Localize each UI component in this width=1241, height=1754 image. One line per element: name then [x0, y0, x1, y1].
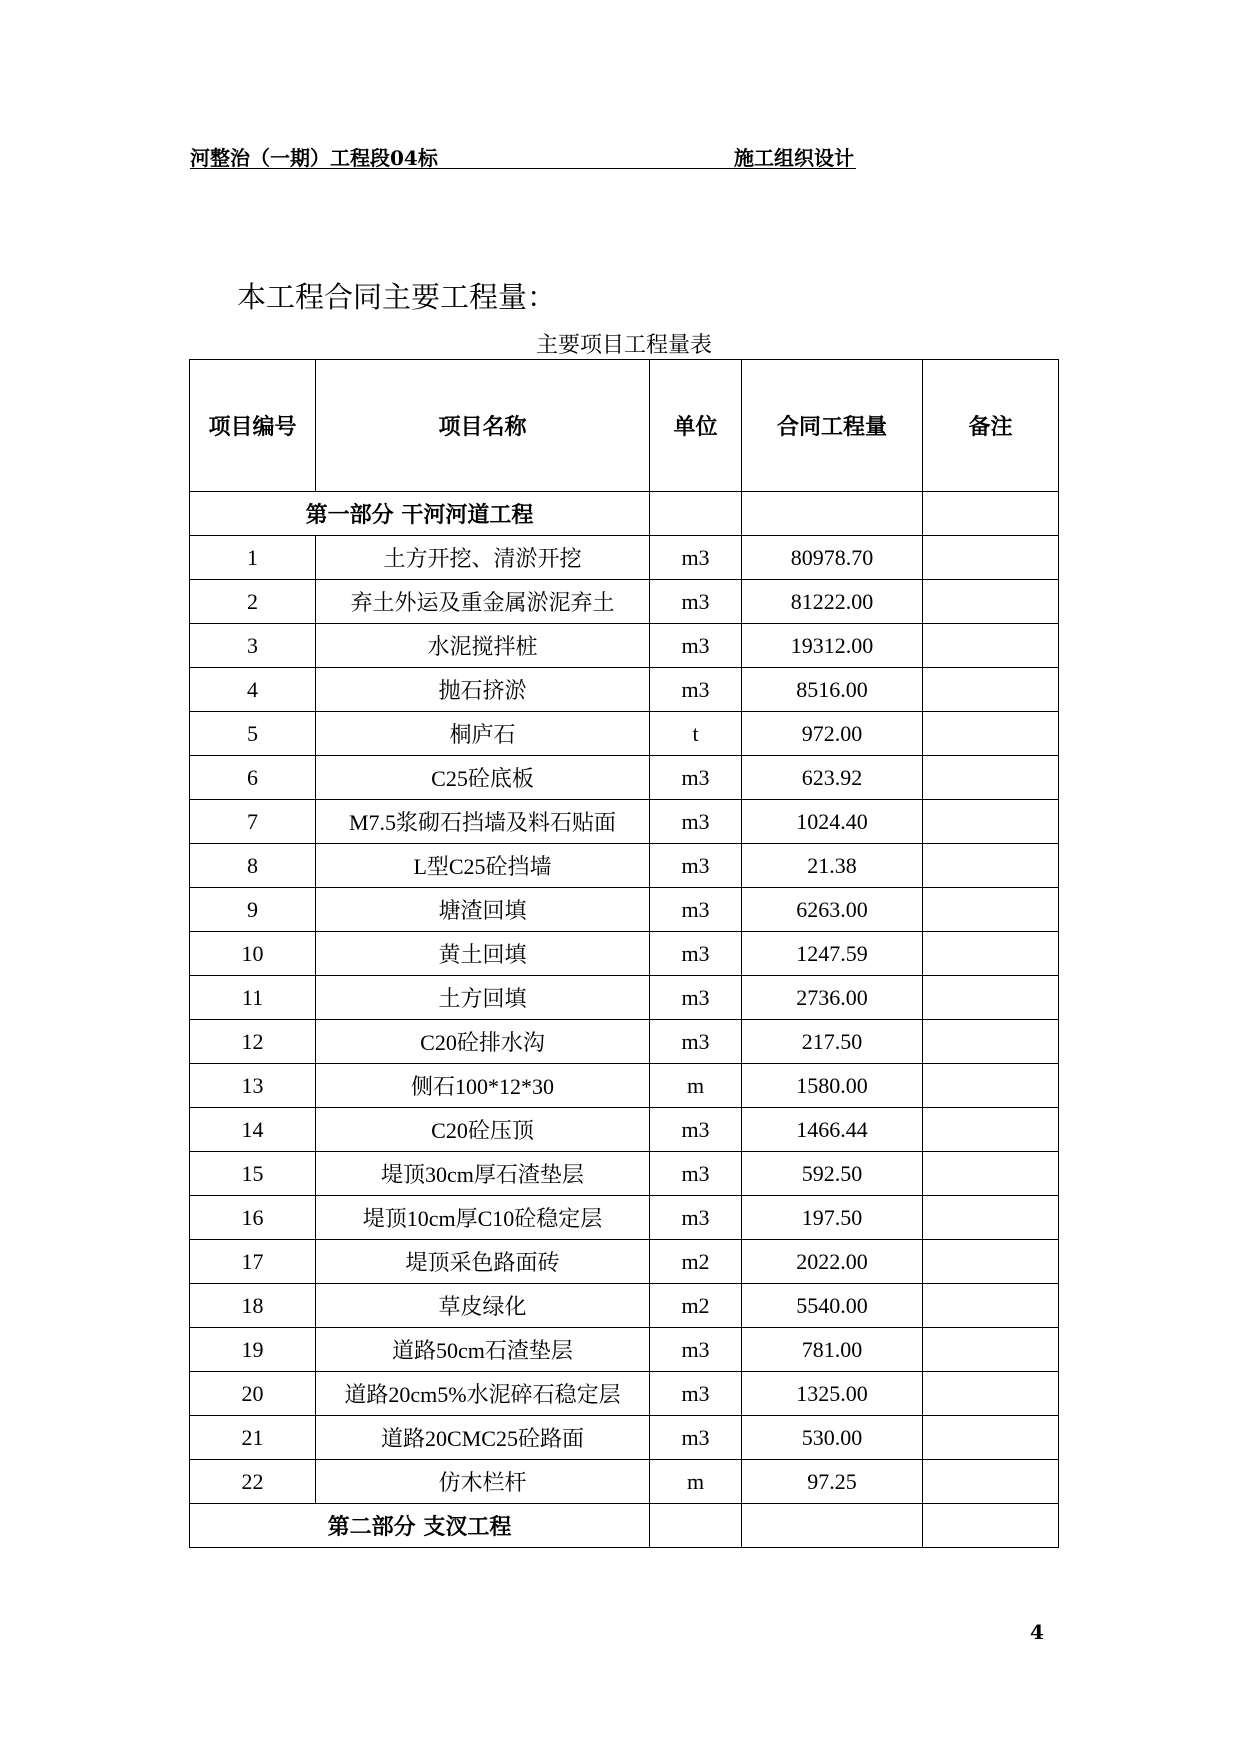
cell-remarks — [923, 756, 1059, 800]
cell-remarks — [923, 536, 1059, 580]
cell-remarks — [923, 976, 1059, 1020]
header-document-type: 施工组织设计 — [734, 146, 854, 170]
cell-item-no: 14 — [190, 1108, 316, 1152]
cell-item-no: 6 — [190, 756, 316, 800]
cell-remarks — [923, 1108, 1059, 1152]
table-row — [190, 976, 1059, 1020]
cell-item-name: 道路20cm5%水泥碎石稳定层 — [316, 1372, 650, 1416]
cell-unit: m3 — [650, 844, 742, 888]
cell-item-name: 草皮绿化 — [316, 1284, 650, 1328]
cell-contract-qty: 217.50 — [742, 1020, 923, 1064]
cell-item-name: 抛石挤淤 — [316, 668, 650, 712]
col-header-contract-qty: 合同工程量 — [742, 360, 923, 492]
section-empty-cell — [923, 492, 1059, 536]
cell-unit: m2 — [650, 1240, 742, 1284]
cell-contract-qty: 19312.00 — [742, 624, 923, 668]
cell-item-name: 仿木栏杆 — [316, 1460, 650, 1504]
cell-item-name: 水泥搅拌桩 — [316, 624, 650, 668]
cell-contract-qty: 530.00 — [742, 1416, 923, 1460]
cell-contract-qty: 623.92 — [742, 756, 923, 800]
cell-item-name: C20砼排水沟 — [316, 1020, 650, 1064]
cell-item-no: 11 — [190, 976, 316, 1020]
col-header-item-no: 项目编号 — [190, 360, 316, 492]
page-number: 4 — [1030, 1620, 1044, 1644]
col-header-item-name: 项目名称 — [316, 360, 650, 492]
cell-contract-qty: 2022.00 — [742, 1240, 923, 1284]
cell-item-no: 15 — [190, 1152, 316, 1196]
cell-unit: m3 — [650, 756, 742, 800]
table-row — [190, 668, 1059, 712]
table-row — [190, 800, 1059, 844]
cell-contract-qty: 1466.44 — [742, 1108, 923, 1152]
cell-remarks — [923, 844, 1059, 888]
cell-item-name: L型C25砼挡墙 — [316, 844, 650, 888]
cell-remarks — [923, 1416, 1059, 1460]
cell-unit: m3 — [650, 1328, 742, 1372]
cell-item-no: 10 — [190, 932, 316, 976]
cell-unit: m3 — [650, 1108, 742, 1152]
cell-remarks — [923, 888, 1059, 932]
table-row — [190, 1284, 1059, 1328]
section-empty-cell — [923, 1504, 1059, 1548]
cell-remarks — [923, 1460, 1059, 1504]
table-row — [190, 1196, 1059, 1240]
cell-contract-qty: 6263.00 — [742, 888, 923, 932]
page-header — [190, 140, 856, 169]
cell-unit: m — [650, 1460, 742, 1504]
cell-item-name: 道路50cm石渣垫层 — [316, 1328, 650, 1372]
section-title-2: 第二部分 支汊工程 — [190, 1504, 650, 1548]
table-row — [190, 1020, 1059, 1064]
cell-remarks — [923, 1284, 1059, 1328]
cell-item-name: 弃土外运及重金属淤泥弃土 — [316, 580, 650, 624]
section-title-1: 第一部分 干河河道工程 — [190, 492, 650, 536]
cell-unit: m3 — [650, 888, 742, 932]
cell-item-no: 17 — [190, 1240, 316, 1284]
table-body — [190, 492, 1059, 1548]
quantity-table — [189, 359, 1059, 1548]
cell-item-name: 塘渣回填 — [316, 888, 650, 932]
cell-remarks — [923, 580, 1059, 624]
table-row — [190, 580, 1059, 624]
cell-item-name: 土方回填 — [316, 976, 650, 1020]
cell-item-name: C20砼压顶 — [316, 1108, 650, 1152]
table-row — [190, 844, 1059, 888]
table-row — [190, 1152, 1059, 1196]
cell-item-name: M7.5浆砌石挡墙及料石贴面 — [316, 800, 650, 844]
table-row — [190, 1064, 1059, 1108]
cell-item-name: 堤顶30cm厚石渣垫层 — [316, 1152, 650, 1196]
cell-unit: m3 — [650, 1020, 742, 1064]
intro-heading: 本工程合同主要工程量： — [237, 280, 557, 314]
table-row — [190, 888, 1059, 932]
cell-contract-qty: 97.25 — [742, 1460, 923, 1504]
cell-contract-qty: 81222.00 — [742, 580, 923, 624]
cell-item-name: 黄土回填 — [316, 932, 650, 976]
cell-remarks — [923, 1240, 1059, 1284]
table-row — [190, 1108, 1059, 1152]
cell-item-no: 4 — [190, 668, 316, 712]
cell-item-no: 19 — [190, 1328, 316, 1372]
section-row-1 — [190, 492, 1059, 536]
cell-contract-qty: 972.00 — [742, 712, 923, 756]
section-empty-cell — [650, 1504, 742, 1548]
cell-unit: m3 — [650, 800, 742, 844]
cell-remarks — [923, 1328, 1059, 1372]
cell-item-no: 20 — [190, 1372, 316, 1416]
cell-unit: t — [650, 712, 742, 756]
cell-remarks — [923, 1020, 1059, 1064]
cell-item-no: 3 — [190, 624, 316, 668]
table-row — [190, 536, 1059, 580]
cell-remarks — [923, 1372, 1059, 1416]
cell-remarks — [923, 1152, 1059, 1196]
table-row — [190, 712, 1059, 756]
cell-unit: m3 — [650, 668, 742, 712]
cell-item-name: 土方开挖、清淤开挖 — [316, 536, 650, 580]
table-row — [190, 756, 1059, 800]
cell-item-name: 桐庐石 — [316, 712, 650, 756]
cell-contract-qty: 2736.00 — [742, 976, 923, 1020]
cell-remarks — [923, 800, 1059, 844]
table-row — [190, 1372, 1059, 1416]
cell-item-no: 22 — [190, 1460, 316, 1504]
cell-item-no: 9 — [190, 888, 316, 932]
section-empty-cell — [742, 492, 923, 536]
cell-remarks — [923, 668, 1059, 712]
cell-unit: m3 — [650, 1372, 742, 1416]
col-header-remarks: 备注 — [923, 360, 1059, 492]
table-row — [190, 1328, 1059, 1372]
cell-item-no: 13 — [190, 1064, 316, 1108]
cell-contract-qty: 1325.00 — [742, 1372, 923, 1416]
cell-unit: m3 — [650, 1416, 742, 1460]
section-empty-cell — [650, 492, 742, 536]
cell-unit: m2 — [650, 1284, 742, 1328]
cell-contract-qty: 592.50 — [742, 1152, 923, 1196]
table-row — [190, 1416, 1059, 1460]
cell-item-name: 道路20CMC25砼路面 — [316, 1416, 650, 1460]
cell-item-no: 18 — [190, 1284, 316, 1328]
header-project-title: 河整治（一期）工程段04标 — [190, 146, 438, 170]
cell-contract-qty: 1247.59 — [742, 932, 923, 976]
table-row — [190, 624, 1059, 668]
cell-remarks — [923, 624, 1059, 668]
cell-item-no: 5 — [190, 712, 316, 756]
cell-unit: m3 — [650, 624, 742, 668]
cell-item-no: 21 — [190, 1416, 316, 1460]
cell-item-name: 侧石100*12*30 — [316, 1064, 650, 1108]
cell-remarks — [923, 1196, 1059, 1240]
cell-item-no: 7 — [190, 800, 316, 844]
cell-contract-qty: 80978.70 — [742, 536, 923, 580]
cell-contract-qty: 21.38 — [742, 844, 923, 888]
cell-item-no: 2 — [190, 580, 316, 624]
cell-unit: m3 — [650, 976, 742, 1020]
section-row-2 — [190, 1504, 1059, 1548]
cell-remarks — [923, 932, 1059, 976]
cell-unit: m3 — [650, 536, 742, 580]
cell-contract-qty: 8516.00 — [742, 668, 923, 712]
table-row — [190, 1460, 1059, 1504]
cell-contract-qty: 5540.00 — [742, 1284, 923, 1328]
cell-item-no: 16 — [190, 1196, 316, 1240]
cell-item-name: C25砼底板 — [316, 756, 650, 800]
table-row — [190, 1240, 1059, 1284]
cell-unit: m3 — [650, 1152, 742, 1196]
cell-item-name: 堤顶采色路面砖 — [316, 1240, 650, 1284]
cell-contract-qty: 197.50 — [742, 1196, 923, 1240]
cell-contract-qty: 781.00 — [742, 1328, 923, 1372]
col-header-unit: 单位 — [650, 360, 742, 492]
cell-item-no: 1 — [190, 536, 316, 580]
cell-item-no: 12 — [190, 1020, 316, 1064]
cell-remarks — [923, 712, 1059, 756]
cell-contract-qty: 1580.00 — [742, 1064, 923, 1108]
table-caption: 主要项目工程量表 — [535, 333, 712, 358]
cell-item-no: 8 — [190, 844, 316, 888]
cell-unit: m — [650, 1064, 742, 1108]
table-header-row — [190, 360, 1059, 492]
cell-remarks — [923, 1064, 1059, 1108]
cell-contract-qty: 1024.40 — [742, 800, 923, 844]
table-row — [190, 932, 1059, 976]
cell-unit: m3 — [650, 580, 742, 624]
cell-item-name: 堤顶10cm厚C10砼稳定层 — [316, 1196, 650, 1240]
cell-unit: m3 — [650, 932, 742, 976]
cell-unit: m3 — [650, 1196, 742, 1240]
section-empty-cell — [742, 1504, 923, 1548]
